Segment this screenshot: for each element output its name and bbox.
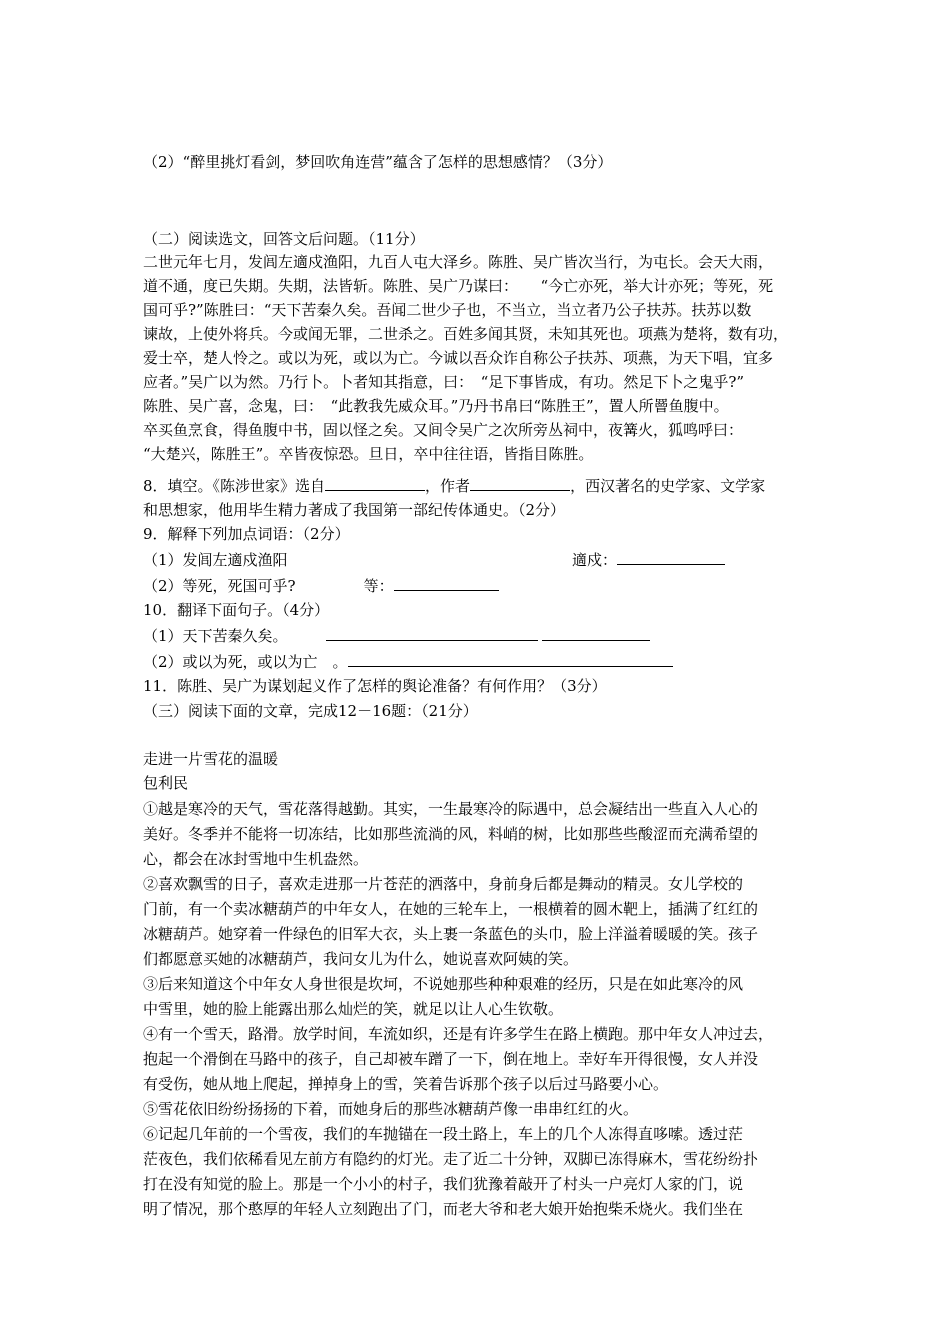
passage-line: 道不通，度已失期。失期，法皆斩。陈胜、吴广乃谋曰： “今亡亦死，举大计亦死；等死，死 xyxy=(143,277,774,295)
section-3-heading: （三）阅读下面的文章，完成12－16题：（21分） xyxy=(143,702,478,720)
article-title: 走进一片雪花的温暖 xyxy=(143,750,279,768)
article-line: 中雪里，她的脸上能露出那么灿烂的笑，就足以让人心生钦敬。 xyxy=(143,1000,564,1018)
item-text: （2）等死，死国可乎? xyxy=(143,577,296,595)
passage-line: 应者。”吴广以为然。乃行卜。卜者知其指意，曰： “足下事皆成，有功。然足下卜之鬼乎?” xyxy=(143,373,745,391)
article-line: 茫夜色，我们依稀看见左前方有隐约的灯光。走了近二十分钟，双脚已冻得麻木，雪花纷纷扑 xyxy=(143,1150,759,1168)
passage-line: 爱士卒，楚人怜之。或以为死，或以为亡。今诚以吾众诈自称公子扶苏、项燕，为天下唱，宜多 xyxy=(143,349,774,367)
passage-line: 卒买鱼烹食，得鱼腹中书，固以怪之矣。又间令吴广之次所旁丛祠中，夜篝火，狐鸣呼曰： xyxy=(143,421,744,439)
question-10-title: 10．翻译下面句子。（4分） xyxy=(143,601,330,619)
item-text: （1）天下苦秦久矣。 xyxy=(143,627,288,645)
answer-blank[interactable] xyxy=(325,474,425,491)
question-8-text-c: ，西汉著名的史学家、文学家 xyxy=(570,477,766,495)
question-9-item-2 xyxy=(143,574,499,598)
section-2-heading: （二）阅读选文，回答文后问题。（11分） xyxy=(143,230,425,248)
passage-line: 国可乎?”陈胜曰：“天下苦秦久矣。吾闻二世少子也，不当立，当立者乃公子扶苏。扶苏以数 xyxy=(143,301,752,319)
answer-blank[interactable] xyxy=(326,624,538,641)
article-line: 们都愿意买她的冰糖葫芦，我问女儿为什么，她说喜欢阿姨的笑。 xyxy=(143,950,579,968)
question-11: 11．陈胜、吴广为谋划起义作了怎样的舆论准备？有何作用？（3分） xyxy=(143,677,607,695)
answer-blank[interactable] xyxy=(394,574,499,591)
article-line: 抱起一个滑倒在马路中的孩子，自己却被车蹭了一下，倒在地上。幸好车开得很慢，女人并没 xyxy=(143,1050,759,1068)
question-8 xyxy=(143,474,765,498)
question-8-cont: 和思想家，他用毕生精力著成了我国第一部纪传体通史。（2分） xyxy=(143,501,566,519)
question-10-item-2 xyxy=(143,650,673,674)
article-line: 有受伤，她从地上爬起，掸掉身上的雪，笑着告诉那个孩子以后过马路要小心。 xyxy=(143,1075,669,1093)
article-line: ②喜欢飘雪的日子，喜欢走进那一片苍茫的洒落中，身前身后都是舞动的精灵。女儿学校的 xyxy=(143,875,744,893)
answer-blank[interactable] xyxy=(617,548,725,565)
article-line: 门前，有一个卖冰糖葫芦的中年女人，在她的三轮车上，一根横着的圆木靶上，插满了红红的 xyxy=(143,900,759,918)
term-label: 等： xyxy=(363,577,394,595)
article-line: ①越是寒冷的天气，雪花落得越勤。其实，一生最寒冷的际遇中，总会凝结出一些直入人心的 xyxy=(143,800,759,818)
answer-blank[interactable] xyxy=(542,624,650,641)
article-line: ③后来知道这个中年女人身世很是坎坷，不说她那些种种艰难的经历，只是在如此寒冷的风 xyxy=(143,975,744,993)
question-9-item-1-answer xyxy=(572,548,725,572)
passage-line: 二世元年七月，发闾左適戍渔阳，九百人屯大泽乡。陈胜、吴广皆次当行，为屯长。会天大雨， xyxy=(143,253,774,271)
question-9-title: 9．解释下列加点词语：（2分） xyxy=(143,525,350,543)
article-line: 心，都会在冰封雪地中生机盎然。 xyxy=(143,850,369,868)
question-2: （2）“醉里挑灯看剑，梦回吹角连营”蕴含了怎样的思想感情？（3分） xyxy=(143,153,613,171)
answer-blank[interactable] xyxy=(470,474,570,491)
article-line: ⑤雪花依旧纷纷扬扬的下着，而她身后的那些冰糖葫芦像一串串红红的火。 xyxy=(143,1100,639,1118)
question-8-text-a: 8．填空。《陈涉世家》选自 xyxy=(143,477,326,495)
article-line: 冰糖葫芦。她穿着一件绿色的旧军大衣，头上裹一条蓝色的头巾，脸上洋溢着暖暖的笑。孩子 xyxy=(143,925,759,943)
article-author: 包利民 xyxy=(143,774,189,792)
item-text: （2）或以为死，或以为亡 。 xyxy=(143,653,348,671)
question-10-item-1 xyxy=(143,624,650,648)
article-line: ④有一个雪天，路滑。放学时间，车流如织，还是有许多学生在路上横跑。那中年女人冲过去， xyxy=(143,1025,774,1043)
question-9-item-1: （1）发闾左適戍渔阳 xyxy=(143,551,288,569)
answer-blank[interactable] xyxy=(348,650,673,667)
article-line: 打在没有知觉的脸上。那是一个小小的村子，我们犹豫着敲开了村头一户亮灯人家的门，说 xyxy=(143,1175,744,1193)
article-line: 明了情况，那个憨厚的年轻人立刻跑出了门，而老大爷和老大娘开始抱柴禾烧火。我们坐在 xyxy=(143,1200,744,1218)
article-line: 美好。冬季并不能将一切冻结，比如那些流淌的风，料峭的树，比如那些些酸涩而充满希望的 xyxy=(143,825,759,843)
passage-line: “大楚兴，陈胜王”。卒皆夜惊恐。旦日，卒中往往语，皆指目陈胜。 xyxy=(143,445,594,463)
question-8-text-b: ，作者 xyxy=(425,477,471,495)
article-line: ⑥记起几年前的一个雪夜，我们的车抛锚在一段土路上，车上的几个人冻得直哆嗦。透过茫 xyxy=(143,1125,744,1143)
passage-line: 谏故，上使外将兵。今或闻无罪，二世杀之。百姓多闻其贤，未知其死也。项燕为楚将，数有功， xyxy=(143,325,789,343)
passage-line: 陈胜、吴广喜，念鬼，曰： “此教我先威众耳。”乃丹书帛曰“陈胜王”，置人所罾鱼腹中。 xyxy=(143,397,729,415)
term-label: 適戍： xyxy=(572,551,618,569)
